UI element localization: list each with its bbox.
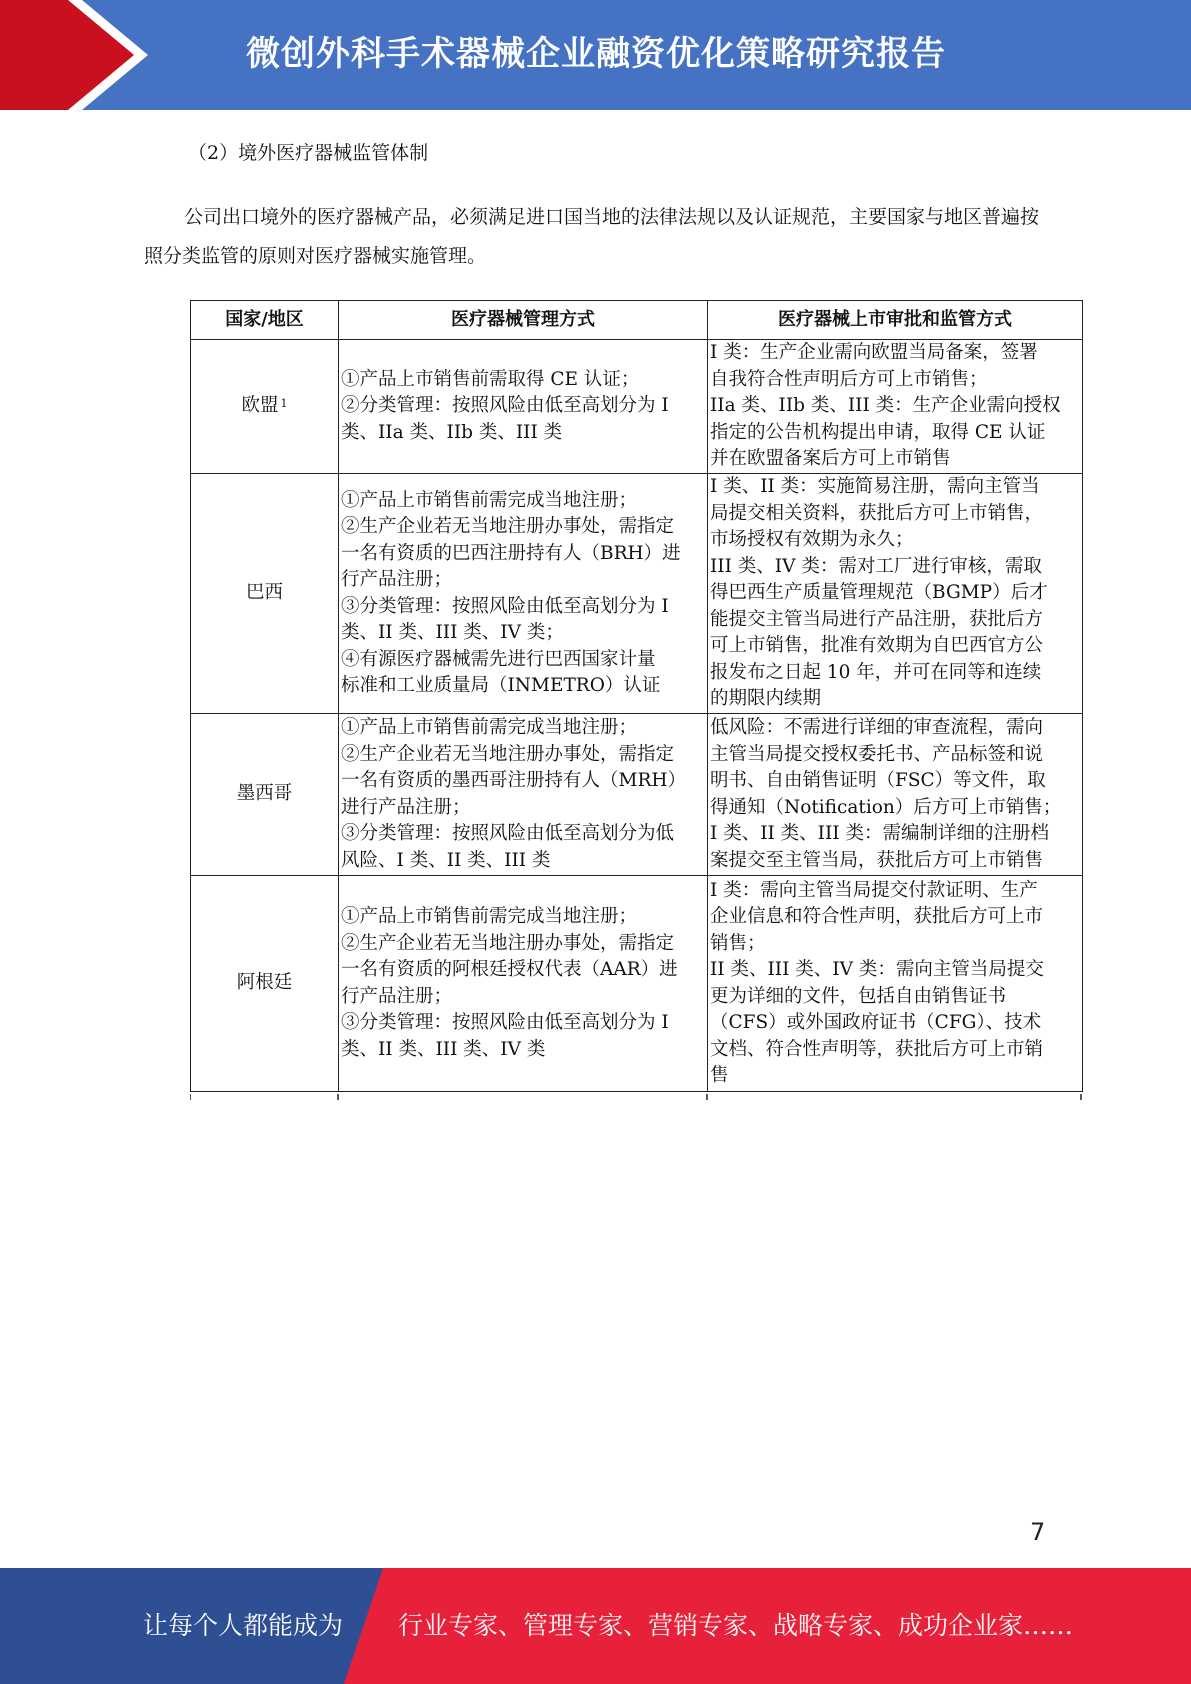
report-title: 微创外科手术器械企业融资优化策略研究报告 [246, 34, 946, 74]
approval-line: 得通知（Notification）后方可上市销售； [710, 796, 1062, 818]
footnote-marker: 1 [280, 397, 288, 411]
approval-line: 低风险：不需进行详细的审查流程，需向 [710, 717, 1044, 738]
approval-line: 并在欧盟备案后方可上市销售 [710, 448, 951, 470]
approval-line: 销售； [710, 932, 766, 954]
approval-line: 售 [710, 1065, 729, 1086]
footer-slogan-right: 行业专家、管理专家、营销专家、战略专家、成功企业家…… [398, 1611, 1074, 1640]
column-header-approval: 医疗器械上市审批和监管方式 [708, 301, 1083, 340]
management-line: ②分类管理：按照风险由低至高划分为 I [341, 395, 669, 417]
management-line: ①产品上市销售前需完成当地注册； [341, 489, 638, 511]
approval-line: 市场授权有效期为永久； [710, 529, 914, 551]
table-row [191, 474, 1083, 714]
country-cell [191, 876, 339, 1092]
column-header-country: 国家/地区 [191, 301, 339, 340]
approval-line: I 类：需向主管当局提交付款证明、生产 [710, 879, 1038, 901]
management-line: 标准和工业质量局（INMETRO）认证 [341, 675, 661, 696]
table-row [191, 876, 1083, 1092]
approval-cell [708, 876, 1083, 1092]
management-line: ③分类管理：按照风险由低至高划分为 I [341, 1012, 669, 1033]
management-cell [339, 876, 708, 1092]
management-line: ③分类管理：按照风险由低至高划分为 I [341, 595, 669, 617]
country-name: 阿根廷 [236, 972, 293, 994]
country-name: 巴西 [245, 582, 283, 604]
management-line: 行产品注册； [341, 569, 453, 590]
country-cell [191, 714, 339, 876]
approval-line: 明书、自由销售证明（FSC）等文件，取 [710, 770, 1046, 791]
management-line: ①产品上市销售前需完成当地注册； [341, 717, 638, 738]
management-line: ③分类管理：按照风险由低至高划分为低 [341, 823, 675, 844]
approval-cell [708, 340, 1083, 474]
header-banner [0, 0, 1191, 110]
management-line: ①产品上市销售前需完成当地注册； [341, 906, 638, 927]
approval-line: IIa 类、IIb 类、III 类：生产企业需向授权 [710, 395, 1061, 417]
management-cell [339, 474, 708, 714]
header-chevron-decoration [0, 0, 200, 110]
footer-banner [0, 1568, 1191, 1684]
approval-line: 自我符合性声明后方可上市销售； [710, 368, 988, 390]
country-cell [191, 340, 339, 474]
column-header-management: 医疗器械管理方式 [339, 301, 708, 340]
approval-line: （CFS）或外国政府证书（CFG）、技术 [710, 1012, 1042, 1033]
page-number: 7 [1030, 1518, 1046, 1546]
management-line: 类、II 类、III 类、IV 类 [341, 1038, 546, 1060]
regulation-table [190, 300, 1083, 1092]
country-cell [191, 474, 339, 714]
table-row [191, 714, 1083, 876]
approval-cell [708, 714, 1083, 876]
approval-line: 局提交相关资料，获批后方可上市销售， [710, 502, 1044, 524]
management-line: ④有源医疗器械需先进行巴西国家计量 [341, 648, 656, 670]
approval-line: 得巴西生产质量管理规范（BGMP）后才 [710, 582, 1048, 604]
country-name: 欧盟 [241, 395, 279, 417]
management-cell [339, 714, 708, 876]
approval-line: II 类、III 类、IV 类：需向主管当局提交 [710, 959, 1044, 980]
approval-line: 报发布之日起 10 年，并可在同等和连续 [710, 661, 1042, 683]
approval-line: I 类、II 类：实施简易注册，需向主管当 [710, 476, 1040, 498]
management-line: 风险、I 类、II 类、III 类 [341, 849, 551, 871]
management-line: 进行产品注册； [341, 796, 471, 818]
table-continuation-edge [190, 1094, 1082, 1100]
approval-line: 指定的公告机构提出申请，取得 CE 认证 [710, 421, 1046, 443]
management-line: ②生产企业若无当地注册办事处，需指定 [341, 743, 675, 765]
management-line: 一名有资质的巴西注册持有人（BRH）进 [341, 542, 681, 564]
management-line: ②生产企业若无当地注册办事处，需指定 [341, 932, 675, 954]
table-row [191, 340, 1083, 474]
approval-line: 案提交至主管当局，获批后方可上市销售 [710, 849, 1044, 871]
approval-line: 更为详细的文件，包括自由销售证书 [710, 985, 1007, 1007]
management-cell [339, 340, 708, 474]
approval-line: I 类：生产企业需向欧盟当局备案，签署 [710, 342, 1038, 364]
approval-line: I 类、II 类、III 类：需编制详细的注册档 [710, 823, 1049, 844]
management-line: 类、IIa 类、IIb 类、III 类 [341, 421, 563, 443]
table-body [191, 340, 1083, 1092]
management-line: ②生产企业若无当地注册办事处，需指定 [341, 516, 675, 537]
approval-line: 能提交主管当局进行产品注册，获批后方 [710, 608, 1044, 630]
management-line: 一名有资质的阿根廷授权代表（AAR）进 [341, 959, 678, 980]
management-line: 一名有资质的墨西哥注册持有人（MRH） [341, 770, 687, 791]
approval-line: 可上市销售，批准有效期为自巴西官方公 [710, 635, 1044, 657]
footer-slogan-left: 让每个人都能成为 [143, 1611, 344, 1640]
management-line: 行产品注册； [341, 985, 453, 1007]
approval-line: 企业信息和符合性声明，获批后方可上市 [710, 906, 1044, 927]
management-line: 类、II 类、III 类、IV 类； [341, 622, 564, 643]
approval-line: III 类、IV 类：需对工厂进行审核，需取 [710, 555, 1042, 577]
approval-line: 文档、符合性声明等，获批后方可上市销 [710, 1038, 1044, 1060]
table-header-row [191, 301, 1083, 340]
approval-line: 的期限内续期 [710, 688, 822, 710]
section-paragraph: 公司出口境外的医疗器械产品，必须满足进口国当地的法律法规以及认证规范，主要国家与地区普遍按照分类监管的原则对医疗器械实施管理。 [144, 206, 1040, 267]
management-line: ①产品上市销售前需取得 CE 认证； [341, 368, 640, 390]
country-name: 墨西哥 [236, 783, 293, 805]
approval-cell [708, 474, 1083, 714]
section-subheading: （2）境外医疗器械监管体制 [188, 142, 429, 164]
approval-line: 主管当局提交授权委托书、产品标签和说 [710, 743, 1044, 765]
